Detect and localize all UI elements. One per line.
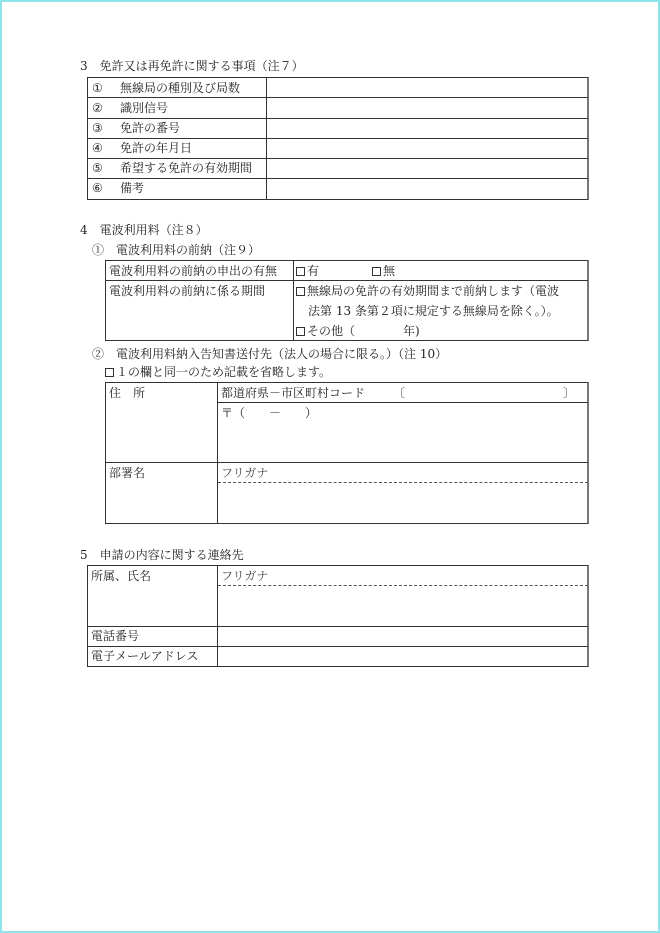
- omit-checkbox[interactable]: [105, 368, 114, 377]
- department-furigana-input[interactable]: [276, 463, 586, 481]
- row-number: ①: [92, 81, 103, 95]
- affiliation-label: 所属、氏名: [91, 569, 152, 583]
- phone-input[interactable]: [219, 627, 587, 646]
- row-label: 免許の年月日: [120, 141, 193, 155]
- prepayment-other-option[interactable]: [296, 323, 420, 339]
- row-number: ③: [92, 121, 103, 135]
- furigana-divider: [218, 585, 588, 586]
- row-divider: [218, 402, 588, 403]
- section4-heading: 4 電波利用料（注８）: [80, 223, 208, 237]
- prepayment-table: [105, 260, 589, 341]
- row-label: 免許の番号: [120, 121, 181, 135]
- department-label: 部署名: [109, 466, 146, 480]
- prepayment-full-option[interactable]: [296, 283, 559, 299]
- license-row-validity-period: [92, 160, 252, 176]
- email-input[interactable]: [219, 647, 587, 666]
- row-number: ⑥: [92, 181, 103, 195]
- row-label: 無線局の種別及び局数: [120, 81, 241, 95]
- department-furigana-label: フリガナ: [221, 466, 269, 480]
- pref-code-label: 都道府県－市区町村コード: [221, 386, 366, 400]
- license-table: [87, 77, 589, 200]
- license-date-input[interactable]: [268, 139, 586, 158]
- row-number: ⑤: [92, 161, 103, 175]
- license-row-station-type: [92, 80, 240, 96]
- license-row-license-number: [92, 120, 180, 136]
- row-label: 備考: [120, 181, 145, 195]
- column-divider: [217, 383, 218, 523]
- address-input[interactable]: [219, 423, 587, 461]
- license-number-input[interactable]: [268, 119, 586, 138]
- validity-period-input[interactable]: [268, 159, 586, 178]
- license-row-license-date: [92, 140, 192, 156]
- license-row-remarks: [92, 180, 144, 196]
- pref-code-input[interactable]: [406, 384, 558, 401]
- call-sign-input[interactable]: [268, 98, 586, 118]
- prepayment-period-label: 電波利用料の前納に係る期間: [109, 284, 266, 298]
- column-divider: [217, 566, 218, 666]
- other-period-checkbox[interactable]: [296, 327, 305, 336]
- no-checkbox[interactable]: [372, 267, 381, 276]
- no-label: 無: [383, 264, 396, 278]
- other-period-label: その他（ 年): [307, 324, 420, 338]
- prepayment-yes-option[interactable]: [296, 263, 319, 279]
- prepayment-no-option[interactable]: [372, 263, 395, 279]
- row-label: 希望する免許の有効期間: [120, 161, 253, 175]
- remarks-input[interactable]: [268, 179, 586, 199]
- affiliation-furigana-label: フリガナ: [221, 569, 269, 583]
- furigana-divider: [218, 482, 588, 483]
- column-divider: [293, 261, 294, 340]
- prepayment-request-label: 電波利用料の前納の申出の有無: [109, 264, 278, 278]
- prepayment-subheading: ① 電波利用料の前納（注９）: [92, 243, 261, 257]
- contact-table: [87, 565, 589, 667]
- postal-code-field[interactable]: 〒（ － ）: [221, 406, 318, 420]
- yes-checkbox[interactable]: [296, 267, 305, 276]
- address-label: 住 所: [109, 386, 146, 400]
- full-period-label-line1: 無線局の免許の有効期間まで前納します（電波: [307, 284, 560, 298]
- license-row-call-sign: [92, 100, 168, 116]
- omit-option[interactable]: [105, 364, 331, 380]
- omit-label: １の欄と同一のため記載を省略します。: [116, 365, 332, 379]
- yes-label: 有: [307, 264, 320, 278]
- full-period-label-line2: 法第 13 条第２項に規定する無線局を除く。）。: [308, 304, 559, 318]
- pref-code-open-bracket: 〔: [393, 386, 406, 400]
- section3-heading: 3 免許又は再免許に関する事項（注７）: [80, 59, 304, 73]
- department-input[interactable]: [219, 484, 587, 522]
- notice-destination-subheading: ② 電波利用料納入告知書送付先（法人の場合に限る。）（注 10）: [92, 347, 448, 361]
- section5-heading: 5 申請の内容に関する連絡先: [80, 548, 244, 562]
- email-label: 電子メールアドレス: [91, 649, 199, 663]
- row-number: ②: [92, 101, 103, 115]
- row-label: 識別信号: [120, 101, 169, 115]
- affiliation-furigana-input[interactable]: [278, 566, 586, 584]
- phone-label: 電話番号: [91, 629, 140, 643]
- row-divider: [106, 280, 588, 281]
- pref-code-close-bracket: 〕: [563, 386, 576, 400]
- affiliation-name-input[interactable]: [219, 587, 587, 625]
- full-period-checkbox[interactable]: [296, 287, 305, 296]
- notice-destination-table: [105, 382, 589, 524]
- station-type-input[interactable]: [268, 78, 586, 97]
- row-number: ④: [92, 141, 103, 155]
